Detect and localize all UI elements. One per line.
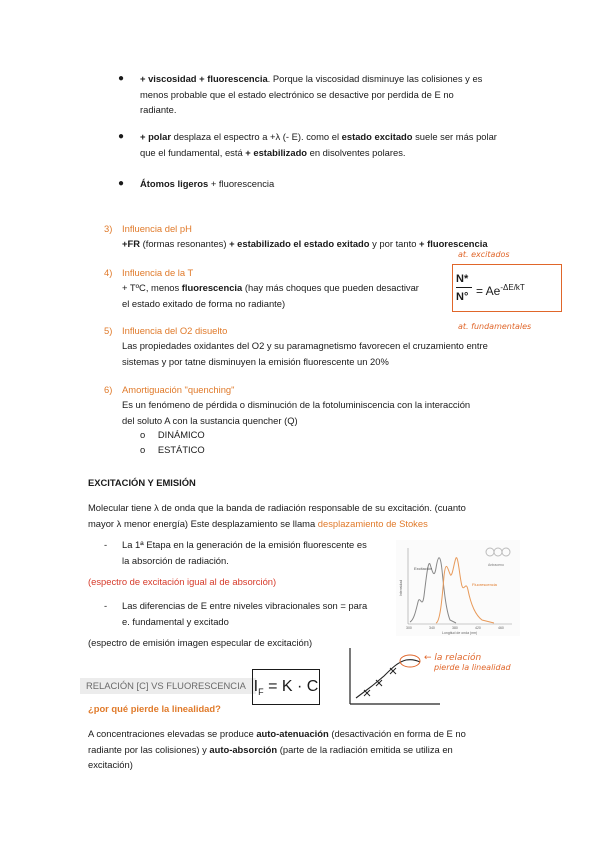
section-ph-body: +FR (formas resonantes) + estabilizado el estado exitado y por tanto + fluorescencia (122, 238, 488, 249)
section-quenching-body: Es un fenómeno de pérdida o disminución de la fotoluminiscencia con la interacción del soluto A con la sustancia quencher (Q) (122, 399, 471, 426)
note-emision: (espectro de emisión imagen especular de excitación) (88, 637, 313, 648)
bullet-polar: + polar desplaza el espectro a +λ (- E). como el estado excitado suele ser más polar que el fundamental, está + estabilizado en disolventes polares. (140, 131, 497, 158)
formula-box: $I_F = K \cdot C$ (252, 669, 320, 705)
axis-xlabel: Longitud de onda (nm) (442, 631, 478, 635)
question-linealidad: ¿por qué pierde la linealidad? (88, 703, 221, 714)
tick-label: 420 (475, 626, 481, 630)
fraction-line (456, 287, 472, 288)
label-fundamentales: at. fundamentales (458, 322, 532, 331)
section-number: 6) (104, 384, 113, 395)
bullet-dot: ● (118, 131, 125, 142)
graph-note-line1: ← la relación (424, 653, 482, 663)
dash-marker: - (104, 539, 108, 550)
excitacion-paragraph: Molecular tiene λ de onda que la banda de radiación responsable de su excitación. (cuanto mayor λ menor energía) Este desplazamiento se llama desplazamiento de Stokes (88, 502, 466, 529)
label-antraceno: Antraceno (488, 563, 504, 567)
section-title-quenching: Amortiguación "quenching" (122, 384, 235, 395)
stokes-term: desplazamiento de Stokes (317, 517, 428, 529)
section-number: 5) (104, 325, 113, 336)
list-item: o ESTÁTICO (140, 444, 205, 455)
label-excitados: at. excitados (458, 250, 510, 259)
equation: = $Ae^{-\Delta E/kT}$ (476, 283, 525, 298)
list-item: o DINÁMICO (140, 429, 205, 440)
section-number: 4) (104, 267, 113, 278)
heading-relacion: RELACIÓN [C] VS FLUORESCENCIA (80, 678, 256, 694)
boltzmann-annotation (448, 250, 568, 340)
section-number: 3) (104, 223, 113, 234)
section-title-oxigeno: Influencia del O2 disuelto (122, 325, 228, 336)
section-temperatura-body: + TºC, menos fluorescencia (hay más choques que pueden desactivar el estado exitado de forma no radiante) (122, 282, 419, 309)
n-star: N* (456, 273, 469, 285)
bullet-atomos: Átomos ligeros + fluorescencia (140, 178, 275, 189)
heading-excitacion: EXCITACIÓN Y EMISIÓN (88, 477, 196, 488)
note-excitacion-absorcion: (espectro de excitación igual al de absorción) (88, 576, 277, 587)
axis-ylabel: Intensidad (399, 579, 403, 596)
n-zero: N° (456, 291, 469, 303)
tick-label: 340 (429, 626, 435, 630)
tick-label: 460 (498, 626, 504, 630)
label-fluorescencia: Fluorescencia (472, 582, 497, 587)
bullet-viscosidad: + viscosidad + fluorescencia. Porque la viscosidad disminuye las colisiones y es menos probable que el estado electrónico se desactive por perdida de E no radiante. (140, 73, 483, 115)
relacion-paragraph: A concentraciones elevadas se produce auto-atenuación (desactivación en forma de E no radiante por las colisiones) y auto-absorción (parte de la radiación emitida se utiliza en excitación) (88, 728, 466, 770)
graph-note-line2: pierde la linealidad (434, 663, 511, 672)
tick-label: 300 (406, 626, 412, 630)
bullet-dot: ● (118, 73, 125, 84)
section-title-ph: Influencia del pH (122, 223, 192, 234)
dash-item-absorcion: La 1ª Etapa en la generación de la emisión fluorescente es la absorción de radiación. (122, 539, 367, 566)
dash-marker: - (104, 600, 108, 611)
section-title-temperatura: Influencia de la T (122, 267, 194, 278)
label-excitacion: Excitación (414, 566, 433, 571)
linearity-graph (340, 648, 530, 710)
data-points (364, 668, 396, 696)
section-oxigeno-body: Las propiedades oxidantes del O2 y su paramagnetismo favorecen el cruzamiento entre sistemas y por tatne disminuyen la emisión fluorescente un 20% (122, 340, 488, 367)
bullet-dot: ● (118, 178, 125, 189)
dash-item-vibracionales: Las diferencias de E entre niveles vibracionales son = para e. fundamental y excitado (122, 600, 368, 627)
tick-label: 380 (452, 626, 458, 630)
spectrum-figure (396, 540, 520, 636)
